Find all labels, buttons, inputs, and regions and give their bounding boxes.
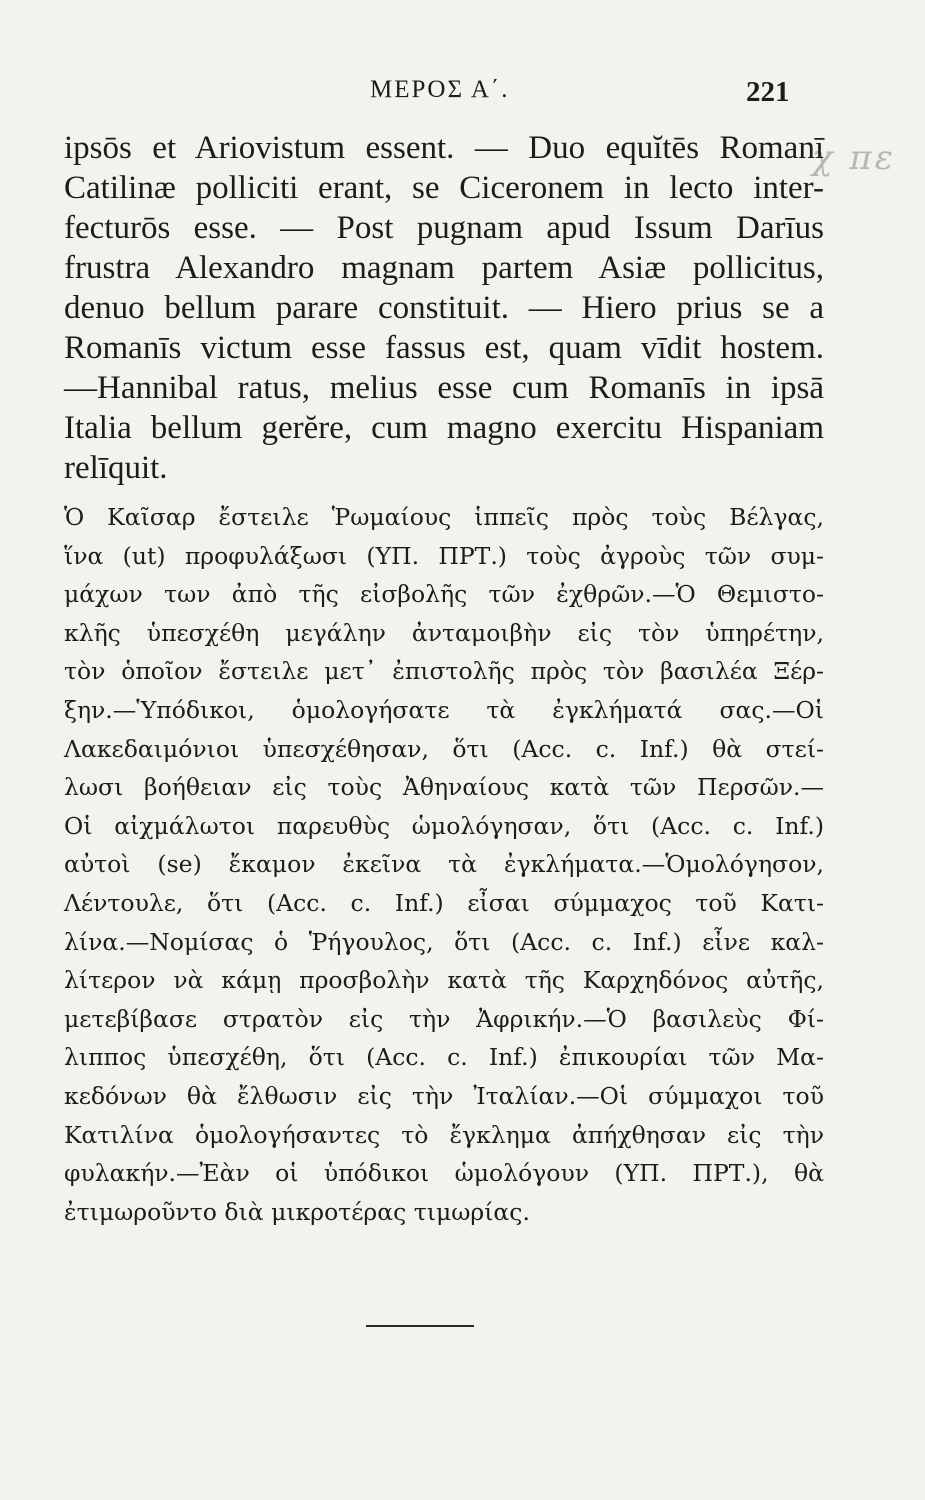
greek-line: Λέντουλε, ὅτι (Acc. c. Inf.) εἶσαι σύμμαχος τοῦ Κατι- bbox=[64, 888, 824, 917]
latin-line: frustra Alexandro magnam partem Asiæ pollicitus, bbox=[64, 250, 824, 286]
greek-exercise-paragraph bbox=[64, 498, 824, 1231]
greek-line: κεδόνων θὰ ἔλθωσιν εἰς τὴν Ἰταλίαν.—Οἱ σύμμαχοι τοῦ bbox=[64, 1081, 824, 1110]
greek-line: φυλακήν.—Ἐὰν οἱ ὑπόδικοι ὡμολόγουν (ΥΠ. ΠΡΤ.), θὰ bbox=[64, 1159, 824, 1188]
greek-line: Κατιλίνα ὁμολογήσαντες τὸ ἔγκλημα ἀπήχθησαν εἰς τὴν bbox=[64, 1120, 824, 1149]
end-rule bbox=[366, 1325, 474, 1327]
latin-exercise-paragraph bbox=[64, 128, 824, 488]
section-title: ΜΕΡΟΣ Α΄. bbox=[370, 76, 510, 103]
greek-line: ξην.—Ὑπόδικοι, ὁμολογήσατε τὰ ἐγκλήματά σας.—Οἱ bbox=[64, 695, 824, 724]
greek-line: τὸν ὁποῖον ἔστειλε μετ᾽ ἐπιστολῆς πρὸς τὸν βασιλέα Ξέρ- bbox=[64, 657, 824, 686]
latin-line: relīquit. bbox=[64, 450, 168, 486]
greek-line: μετεβίβασε στρατὸν εἰς τὴν Ἀφρικήν.—Ὁ βασιλεὺς Φί- bbox=[64, 1004, 824, 1033]
greek-line: μάχων των ἀπὸ τῆς εἰσβολῆς τῶν ἐχθρῶν.—Ὁ Θεμιστο- bbox=[64, 580, 824, 609]
margin-note: χ πε bbox=[812, 138, 897, 178]
greek-line: Λακεδαιμόνιοι ὑπεσχέθησαν, ὅτι (Acc. c. Inf.) θὰ στεί- bbox=[64, 734, 824, 763]
greek-line: λίτερον νὰ κάμῃ προσβολὴν κατὰ τῆς Καρχηδόνος αὐτῆς, bbox=[64, 966, 824, 995]
latin-line: fecturōs esse. — Post pugnam apud Issum Darīus bbox=[64, 210, 824, 246]
latin-line: Catilinæ polliciti erant, se Ciceronem in lecto inter- bbox=[64, 170, 824, 206]
latin-line: ipsōs et Ariovistum essent. — Duo equĭtēs Romanī bbox=[64, 130, 824, 166]
greek-line: ἐτιμωροῦντο διὰ μικροτέρας τιμωρίας. bbox=[64, 1197, 530, 1226]
greek-line: λωσι βοήθειαν εἰς τοὺς Ἀθηναίους κατὰ τῶν Περσῶν.— bbox=[64, 773, 824, 802]
greek-line: Οἱ αἰχμάλωτοι παρευθὺς ὡμολόγησαν, ὅτι (Acc. c. Inf.) bbox=[64, 811, 824, 840]
greek-line: Ὁ Καῖσαρ ἔστειλε Ῥωμαίους ἱππεῖς πρὸς τοὺς Βέλγας, bbox=[64, 503, 824, 531]
page-number: 221 bbox=[746, 76, 790, 108]
latin-line: Romanīs victum esse fassus est, quam vīdit hostem. bbox=[64, 330, 824, 366]
latin-line: Italia bellum gerĕre, cum magno exercitu Hispaniam bbox=[64, 410, 824, 446]
running-head bbox=[0, 70, 925, 110]
latin-line: denuo bellum parare constituit. — Hiero prius se a bbox=[64, 290, 824, 326]
greek-line: λίνα.—Νομίσας ὁ Ῥήγουλος, ὅτι (Acc. c. Inf.) εἶνε καλ- bbox=[64, 927, 824, 956]
greek-line: κλῆς ὑπεσχέθη μεγάλην ἀνταμοιβὴν εἰς τὸν ὑπηρέτην, bbox=[64, 618, 824, 647]
latin-line: —Hannibal ratus, melius esse cum Romanīs in ipsā bbox=[64, 370, 824, 406]
greek-line: ἵνα (ut) προφυλάξωσι (ΥΠ. ΠΡΤ.) τοὺς ἀγροὺς τῶν συμ- bbox=[64, 541, 824, 570]
greek-line: λιππος ὑπεσχέθη, ὅτι (Acc. c. Inf.) ἐπικουρίαι τῶν Μα- bbox=[64, 1043, 824, 1072]
greek-line: αὐτοὶ (se) ἔκαμον ἐκεῖνα τὰ ἐγκλήματα.—Ὁμολόγησον, bbox=[64, 850, 824, 879]
